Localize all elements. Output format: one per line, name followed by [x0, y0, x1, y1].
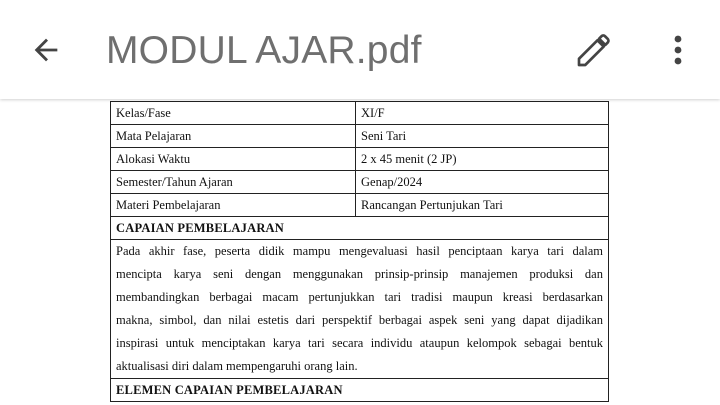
info-label: Mata Pelajaran [111, 125, 356, 148]
pdf-viewer[interactable] [0, 99, 720, 405]
info-label: Semester/Tahun Ajaran [111, 171, 356, 194]
pencil-icon [574, 30, 614, 70]
info-label: Alokasi Waktu [111, 148, 356, 171]
info-value: Genap/2024 [356, 171, 609, 194]
capaian-heading: CAPAIAN PEMBELAJARAN [111, 217, 609, 240]
table-row [111, 194, 609, 217]
edit-button[interactable] [568, 27, 620, 73]
table-row [111, 148, 609, 171]
arrow-back-icon [29, 33, 63, 67]
table-row [111, 240, 609, 379]
table-row [111, 102, 609, 125]
back-button[interactable] [22, 28, 70, 72]
paragraph-line: Pada akhir fase, peserta didik mampu mengevaluasi hasil penciptaan karya tari dalam [116, 244, 603, 258]
info-label: Materi Pembelajaran [111, 194, 356, 217]
more-options-button[interactable] [660, 27, 696, 73]
info-value: 2 x 45 menit (2 JP) [356, 148, 609, 171]
paragraph-line: makna, simbol, dan nilai estetis dari perspektif berbagai aspek seni yang dapat dijadikan [116, 313, 603, 327]
info-value: Seni Tari [356, 125, 609, 148]
more-vert-icon [672, 33, 684, 67]
capaian-paragraph [111, 240, 609, 379]
info-value: XI/F [356, 102, 609, 125]
paragraph-line: mencipta karya seni dengan menggunakan prinsip-prinsip manajemen produksi dan [116, 267, 603, 281]
info-label: Kelas/Fase [111, 102, 356, 125]
table-row [111, 171, 609, 194]
elemen-heading: ELEMEN CAPAIAN PEMBELAJARAN [111, 379, 609, 402]
paragraph-line: inspirasi untuk menciptakan karya tari secara individu ataupun kelompok sebagai bentuk [116, 336, 603, 350]
table-row [111, 217, 609, 240]
paragraph-line: aktualisasi diri dalam mempengaruhi orang lain. [116, 359, 358, 373]
document-title: MODUL AJAR.pdf [106, 29, 422, 72]
paragraph-line: membandingkan berbagai macam pertunjukkan tari tradisi maupun kreasi berdasarkan [116, 290, 603, 304]
module-info-table [110, 101, 609, 402]
table-row [111, 125, 609, 148]
table-row [111, 379, 609, 402]
info-value: Rancangan Pertunjukan Tari [356, 194, 609, 217]
app-bar [0, 0, 720, 99]
pdf-page [0, 99, 720, 405]
